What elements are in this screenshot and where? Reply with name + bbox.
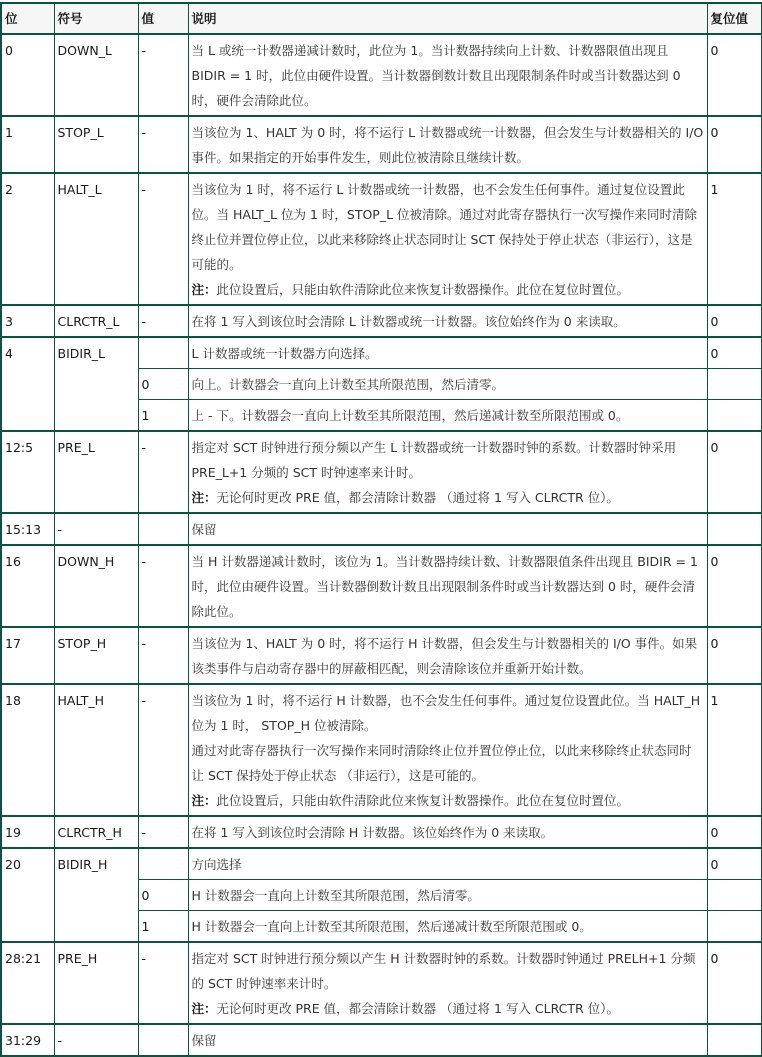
- description-text: 方向选择: [191, 857, 242, 872]
- bit-cell: 20: [1, 848, 54, 942]
- value-cell: [138, 848, 188, 880]
- reset-cell: 0: [707, 545, 762, 627]
- option-reset-cell: [707, 880, 762, 911]
- header-value: 值: [138, 3, 188, 34]
- bit-cell: 31:29: [1, 1024, 54, 1056]
- bit-cell: 3: [1, 305, 54, 337]
- table-row: [1, 173, 762, 305]
- symbol-cell: CLRCTR_L: [54, 305, 138, 337]
- option-description-text: H 计数器会一直向上计数至其所限范围，然后递减计数至所限范围或 0。: [191, 919, 592, 934]
- table-row: [1, 1024, 762, 1056]
- description-cell: [188, 816, 707, 848]
- option-description-cell: [188, 369, 707, 400]
- value-cell: -: [138, 305, 188, 337]
- symbol-cell: DOWN_H: [54, 545, 138, 627]
- description-cell: [188, 684, 707, 816]
- symbol-cell: DOWN_L: [54, 34, 138, 116]
- bit-cell: 19: [1, 816, 54, 848]
- note-text: 无论何时更改 PRE 值，都会清除计数器 （通过将 1 写入 CLRCTR 位）。: [216, 490, 619, 505]
- value-cell: -: [138, 816, 188, 848]
- symbol-cell: STOP_L: [54, 116, 138, 173]
- description-cell: [188, 337, 707, 369]
- header-reset: 复位值: [707, 3, 762, 34]
- bit-cell: 28:21: [1, 942, 54, 1024]
- description-text: 当该位为 1 时，将不运行 L 计数器或统一计数器，也不会发生任何事件。通过复位设置此位。当 HALT_L 位为 1 时，STOP_L 位被清除。通过对此寄存器执行一次写操作来同时清除终止位并置位停止位，以此来移除终止状态同时让 SCT 保持处于停止状态（非运行），这是可能的。: [191, 182, 698, 272]
- bit-cell: 18: [1, 684, 54, 816]
- table-row: [1, 545, 762, 627]
- symbol-cell: HALT_H: [54, 684, 138, 816]
- description-text: 当该位为 1 时，将不运行 H 计数器，也不会发生任何事件。通过复位设置此位。当 HALT_H 位为 1 时， STOP_H 位被清除。: [191, 693, 701, 733]
- table-row: [1, 34, 762, 116]
- table-body: [1, 34, 762, 1056]
- option-description-text: H 计数器会一直向上计数至其所限范围，然后清零。: [191, 888, 480, 903]
- bit-cell: 12:5: [1, 431, 54, 513]
- value-cell: [138, 513, 188, 545]
- header-bit: 位: [1, 3, 54, 34]
- symbol-cell: BIDIR_H: [54, 848, 138, 942]
- note-label: 注：: [191, 793, 217, 808]
- table-row: [1, 627, 762, 684]
- table-header-row: [1, 3, 762, 34]
- option-reset-cell: [707, 911, 762, 943]
- value-cell: -: [138, 942, 188, 1024]
- description-cell: [188, 305, 707, 337]
- table-row: [1, 684, 762, 816]
- reset-cell: 1: [707, 684, 762, 816]
- option-value-cell: 0: [138, 369, 188, 400]
- value-cell: -: [138, 34, 188, 116]
- reset-cell: 0: [707, 942, 762, 1024]
- note-text: 无论何时更改 PRE 值，都会清除计数器 （通过将 1 写入 CLRCTR 位）。: [216, 1001, 619, 1016]
- value-cell: -: [138, 545, 188, 627]
- value-cell: -: [138, 684, 188, 816]
- note-label: 注：: [191, 490, 217, 505]
- note-label: 注：: [191, 282, 217, 297]
- description-cell: [188, 627, 707, 684]
- description-cell: [188, 513, 707, 545]
- option-value-cell: 1: [138, 400, 188, 432]
- description-text: 当 H 计数器递减计数时，该位为 1。当计数器持续计数、计数器限值条件出现且 BIDIR = 1 时，此位由硬件设置。当计数器倒数计数且出现限制条件时或当计数器达到 0 时，硬件会清除此位。: [191, 554, 698, 619]
- symbol-cell: -: [54, 1024, 138, 1056]
- symbol-cell: STOP_H: [54, 627, 138, 684]
- description-cell: [188, 116, 707, 173]
- bit-cell: 16: [1, 545, 54, 627]
- reset-cell: [707, 513, 762, 545]
- option-description-cell: [188, 400, 707, 432]
- bit-cell: 2: [1, 173, 54, 305]
- header-description: 说明: [188, 3, 707, 34]
- option-description-text: 上 - 下。计数器会一直向上计数至其所限范围，然后递减计数至所限范围或 0。: [191, 408, 629, 423]
- table-row: [1, 305, 762, 337]
- description-text: 在将 1 写入到该位时会清除 L 计数器或统一计数器。该位始终作为 0 来读取。: [191, 314, 626, 329]
- value-cell: -: [138, 116, 188, 173]
- reset-cell: 0: [707, 337, 762, 369]
- description-text: 在将 1 写入到该位时会清除 H 计数器。该位始终作为 0 来读取。: [191, 825, 554, 840]
- option-value-cell: 1: [138, 911, 188, 943]
- symbol-cell: -: [54, 513, 138, 545]
- bit-cell: 4: [1, 337, 54, 431]
- value-cell: -: [138, 173, 188, 305]
- description-text: 当该位为 1、HALT 为 0 时，将不运行 H 计数器，但会发生与计数器相关的 I/O 事件。如果该类事件与启动寄存器中的屏蔽相匹配，则会清除该位并重新开始计数。: [191, 636, 698, 676]
- reset-cell: 0: [707, 816, 762, 848]
- value-cell: -: [138, 627, 188, 684]
- bit-cell: 1: [1, 116, 54, 173]
- description-cell: [188, 942, 707, 1024]
- description-text: 当该位为 1、HALT 为 0 时，将不运行 L 计数器或统一计数器，但会发生与计数器相关的 I/O 事件。如果指定的开始事件发生，则此位被清除且继续计数。: [191, 125, 704, 165]
- description-cell: [188, 34, 707, 116]
- reset-cell: 0: [707, 627, 762, 684]
- note-line: [192, 485, 704, 510]
- option-value-cell: 0: [138, 880, 188, 911]
- option-description-cell: [188, 880, 707, 911]
- register-bit-table: [0, 2, 762, 1057]
- reset-cell: [707, 1024, 762, 1056]
- description-text: 保留: [191, 1033, 217, 1048]
- description-text: 通过对此寄存器执行一次写操作来同时清除终止位并置位停止位，以此来移除终止状态同时让 SCT 保持处于停止状态 （非运行），这是可能的。: [191, 743, 692, 783]
- value-cell: [138, 1024, 188, 1056]
- symbol-cell: PRE_H: [54, 942, 138, 1024]
- symbol-cell: CLRCTR_H: [54, 816, 138, 848]
- note-line: [192, 788, 704, 813]
- description-text: 当 L 或统一计数器递减计数时，此位为 1。当计数器持续向上计数、计数器限值出现且 BIDIR = 1 时，此位由硬件设置。当计数器倒数计数且出现限制条件时或当计数器达到 0 时，硬件会清除此位。: [191, 43, 681, 108]
- note-line: [192, 277, 704, 302]
- reset-cell: 0: [707, 431, 762, 513]
- bit-cell: 17: [1, 627, 54, 684]
- reset-cell: 0: [707, 848, 762, 880]
- description-text: 指定对 SCT 时钟进行预分频以产生 L 计数器或统一计数器时钟的系数。计数器时钟采用 PRE_L+1 分频的 SCT 时钟速率来计时。: [191, 440, 677, 480]
- description-text: 保留: [191, 522, 217, 537]
- symbol-cell: PRE_L: [54, 431, 138, 513]
- option-description-text: 向上。计数器会一直向上计数至其所限范围，然后清零。: [191, 377, 505, 392]
- description-cell: [188, 545, 707, 627]
- reset-cell: 0: [707, 305, 762, 337]
- bit-cell: 15:13: [1, 513, 54, 545]
- reset-cell: 1: [707, 173, 762, 305]
- table-row: [1, 116, 762, 173]
- reset-cell: 0: [707, 116, 762, 173]
- description-text: 指定对 SCT 时钟进行预分频以产生 H 计数器时钟的系数。计数器时钟通过 PRELH+1 分频的 SCT 时钟速率来计时。: [191, 951, 696, 991]
- value-cell: -: [138, 431, 188, 513]
- note-line: [192, 996, 704, 1021]
- note-label: 注：: [191, 1001, 217, 1016]
- option-reset-cell: [707, 369, 762, 400]
- value-cell: [138, 337, 188, 369]
- symbol-cell: BIDIR_L: [54, 337, 138, 431]
- symbol-cell: HALT_L: [54, 173, 138, 305]
- option-reset-cell: [707, 400, 762, 432]
- reset-cell: 0: [707, 34, 762, 116]
- description-text: L 计数器或统一计数器方向选择。: [191, 346, 378, 361]
- option-description-cell: [188, 911, 707, 943]
- note-text: 此位设置后，只能由软件清除此位来恢复计数器操作。此位在复位时置位。: [216, 282, 630, 297]
- table-row: [1, 337, 762, 369]
- bit-cell: 0: [1, 34, 54, 116]
- note-text: 此位设置后，只能由软件清除此位来恢复计数器操作。此位在复位时置位。: [216, 793, 630, 808]
- description-cell: [188, 431, 707, 513]
- header-symbol: 符号: [54, 3, 138, 34]
- description-cell: [188, 848, 707, 880]
- table-row: [1, 431, 762, 513]
- description-cell: [188, 1024, 707, 1056]
- description-cell: [188, 173, 707, 305]
- table-row: [1, 816, 762, 848]
- table-row: [1, 848, 762, 880]
- table-row: [1, 513, 762, 545]
- table-row: [1, 942, 762, 1024]
